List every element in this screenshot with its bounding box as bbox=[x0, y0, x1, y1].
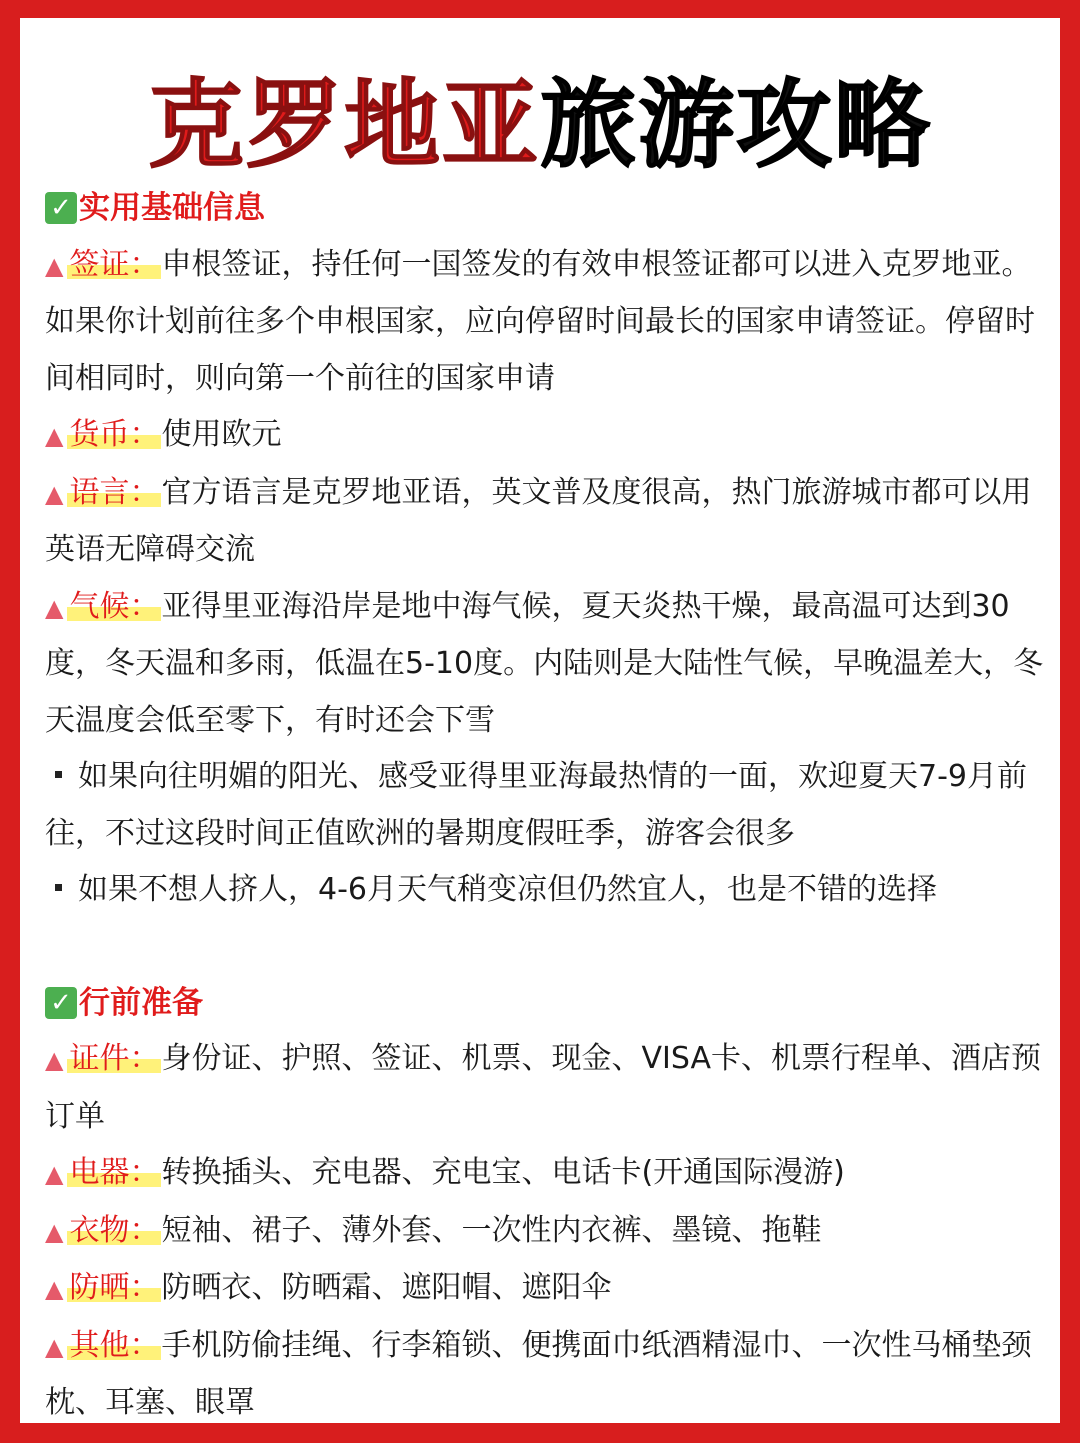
check-icon: ✓ bbox=[45, 987, 77, 1019]
bullet-item-spring bbox=[45, 862, 1045, 919]
prep-item-clothing bbox=[45, 1203, 1045, 1261]
item-text: 身份证、护照、签证、机票、现金、VISA卡、机票行程单、酒店预订单 bbox=[45, 1041, 1041, 1134]
section-heading-preparation bbox=[45, 975, 1045, 1032]
item-text: 亚得里亚海沿岸是地中海气候，夏天炎热干燥，最高温可达到30度，冬天温和多雨，低温在5-10度。内陆则是大陆性气候，早晚温差大，冬天温度会低至零下，有时还会下雪 bbox=[45, 588, 1044, 738]
bullet-text: 如果不想人挤人，4-6月天气稍变凉但仍然宜人，也是不错的选择 bbox=[78, 872, 937, 907]
item-label: 签证： bbox=[69, 246, 160, 282]
item-text: 短袖、裙子、薄外套、一次性内衣裤、墨镜、拖鞋 bbox=[161, 1212, 822, 1248]
triangle-icon: ▲ bbox=[45, 479, 64, 508]
info-item-language bbox=[45, 465, 1045, 579]
triangle-icon: ▲ bbox=[45, 1217, 64, 1246]
section-heading-basic-info bbox=[45, 180, 1045, 237]
content bbox=[45, 180, 1045, 1423]
poster-frame bbox=[20, 18, 1060, 1423]
item-text: 官方语言是克罗地亚语，英文普及度很高，热门旅游城市都可以用英语无障碍交流 bbox=[45, 474, 1032, 567]
item-label: 气候： bbox=[69, 588, 160, 624]
square-bullet-icon bbox=[55, 884, 62, 891]
item-label: 证件： bbox=[69, 1041, 160, 1076]
triangle-icon: ▲ bbox=[45, 1332, 64, 1361]
item-label: 防晒： bbox=[69, 1270, 160, 1305]
item-text: 手机防偷挂绳、行李箱锁、便携面巾纸酒精湿巾、一次性马桶垫颈枕、耳塞、眼罩 bbox=[45, 1327, 1032, 1420]
info-item-climate bbox=[45, 579, 1045, 750]
bullet-item-summer bbox=[45, 749, 1045, 862]
triangle-icon: ▲ bbox=[45, 1275, 64, 1303]
square-bullet-icon bbox=[55, 771, 62, 778]
item-label: 语言： bbox=[69, 474, 160, 510]
triangle-icon: ▲ bbox=[45, 593, 64, 622]
section-heading-text: 行前准备 bbox=[79, 984, 203, 1021]
item-label: 衣物： bbox=[69, 1212, 160, 1248]
title-red-part: 克罗地亚 bbox=[148, 69, 540, 181]
prep-item-sun-protection bbox=[45, 1260, 1045, 1318]
section-spacer bbox=[45, 919, 1045, 975]
item-text: 转换插头、充电器、充电宝、电话卡(开通国际漫游) bbox=[161, 1155, 845, 1190]
page-title bbox=[20, 70, 1060, 180]
title-black-part: 旅游攻略 bbox=[540, 69, 932, 181]
info-item-currency bbox=[45, 407, 1045, 465]
item-label: 货币： bbox=[69, 417, 160, 452]
triangle-icon: ▲ bbox=[45, 251, 64, 280]
triangle-icon: ▲ bbox=[45, 422, 64, 450]
item-text: 使用欧元 bbox=[161, 417, 282, 452]
item-label: 其他： bbox=[69, 1327, 160, 1363]
triangle-icon: ▲ bbox=[45, 1160, 64, 1188]
section-heading-text: 实用基础信息 bbox=[79, 190, 265, 226]
item-label: 电器： bbox=[69, 1155, 160, 1190]
info-item-visa bbox=[45, 237, 1045, 408]
item-text: 申根签证，持任何一国签发的有效申根签证都可以进入克罗地亚。如果你计划前往多个申根国家，应向停留时间最长的国家申请签证。停留时间相同时，则向第一个前往的国家申请 bbox=[45, 246, 1035, 396]
item-text: 防晒衣、防晒霜、遮阳帽、遮阳伞 bbox=[161, 1270, 612, 1305]
prep-item-electronics bbox=[45, 1145, 1045, 1203]
prep-item-others bbox=[45, 1318, 1045, 1424]
check-icon: ✓ bbox=[45, 192, 77, 224]
triangle-icon: ▲ bbox=[45, 1046, 64, 1074]
prep-item-documents bbox=[45, 1031, 1045, 1145]
bullet-text: 如果向往明媚的阳光、感受亚得里亚海最热情的一面，欢迎夏天7-9月前往，不过这段时间正值欧洲的暑期度假旺季，游客会很多 bbox=[45, 759, 1027, 851]
